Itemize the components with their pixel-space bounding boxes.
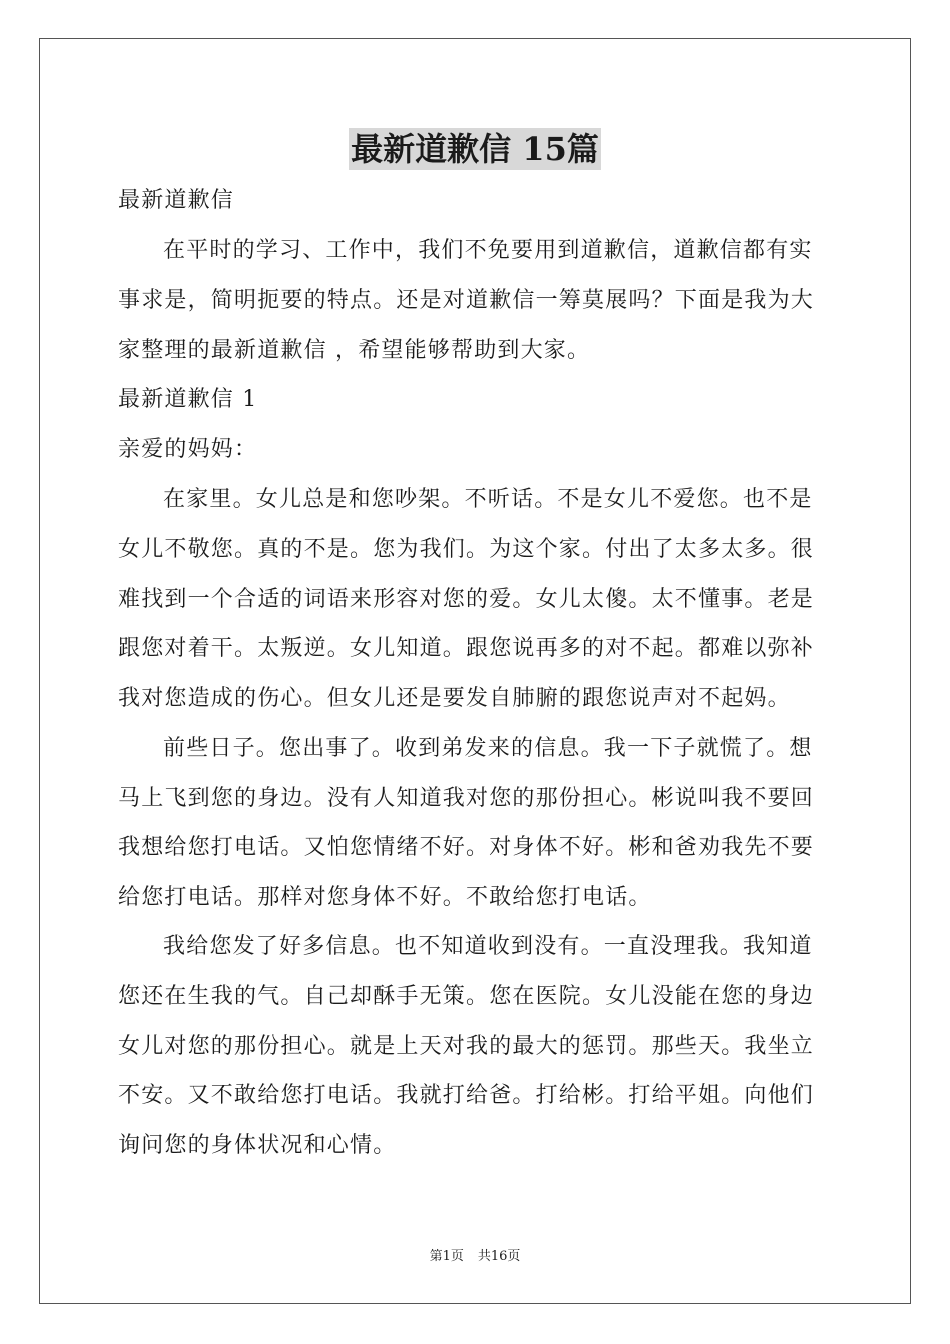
salutation: 亲爱的妈妈：	[118, 437, 258, 462]
paragraph-line: 前些日子。您出事了。收到弟发来的信息。我一下子就慌了。想	[163, 736, 813, 761]
paragraph-line: 在家里。女儿总是和您吵架。不听话。不是女儿不爱您。也不是	[163, 487, 813, 512]
document-title: 最新道歉信 15篇	[351, 130, 599, 168]
paragraph-line: 我给您发了好多信息。也不知道收到没有。一直没理我。我知道	[163, 934, 813, 959]
paragraph-line: 不安。又不敢给您打电话。我就打给爸。打给彬。打给平姐。向他们	[118, 1083, 815, 1108]
paragraph-line: 女儿对您的那份担心。就是上天对我的最大的惩罚。那些天。我坐立	[118, 1034, 815, 1059]
page-border	[39, 38, 911, 1304]
page-footer	[0, 1248, 950, 1266]
paragraph-line: 马上飞到您的身边。没有人知道我对您的那份担心。彬说叫我不要回	[118, 786, 815, 811]
paragraph-line: 事求是，简明扼要的特点。还是对道歉信一筹莫展吗？下面是我为大	[118, 288, 815, 313]
paragraph-line: 询问您的身体状况和心情。	[118, 1133, 397, 1158]
section-heading: 最新道歉信	[118, 188, 235, 213]
paragraph-line: 跟您对着干。太叛逆。女儿知道。跟您说再多的对不起。都难以弥补	[118, 636, 815, 661]
section-heading: 最新道歉信 1	[118, 387, 258, 412]
paragraph-line: 您还在生我的气。自己却酥手无策。您在医院。女儿没能在您的身边	[118, 984, 815, 1009]
paragraph-line: 我对您造成的伤心。但女儿还是要发自肺腑的跟您说声对不起妈。	[118, 686, 791, 711]
paragraph-line: 我想给您打电话。又怕您情绪不好。对身体不好。彬和爸劝我先不要	[118, 835, 815, 860]
total-page-count: 共16页	[477, 1249, 521, 1264]
paragraph-line: 在平时的学习、工作中，我们不免要用到道歉信，道歉信都有实	[163, 238, 813, 263]
paragraph-line: 难找到一个合适的词语来形容对您的爱。女儿太傻。太不懂事。老是	[118, 587, 815, 612]
paragraph-line: 女儿不敬您。真的不是。您为我们。为这个家。付出了太多太多。很	[118, 537, 815, 562]
title-container	[0, 128, 950, 170]
paragraph-line: 家整理的最新道歉信 ，希望能够帮助到大家。	[118, 338, 591, 363]
paragraph-line: 给您打电话。那样对您身体不好。不敢给您打电话。	[118, 885, 652, 910]
current-page-number: 第1页	[429, 1249, 464, 1264]
